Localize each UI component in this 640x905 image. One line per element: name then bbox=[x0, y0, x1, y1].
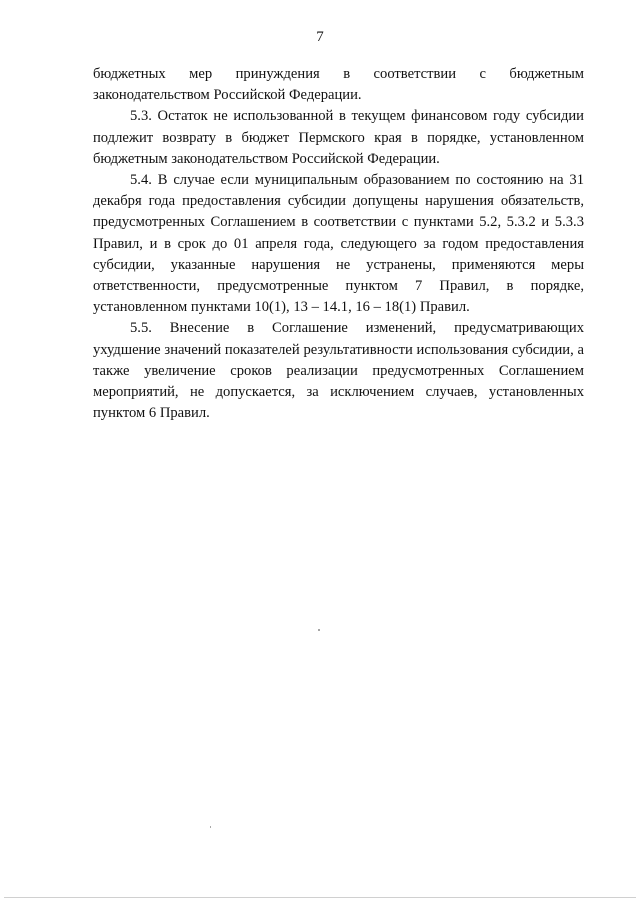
paragraph-5-5: 5.5. Внесение в Соглашение изменений, предусматривающих ухудшение значений показателей результативности использования субсидии, а также увеличение сроков реализации предусмотренных Соглашением мероприятий, не допускается, за исключением случаев, установленных пунктом 6 Правил. bbox=[93, 320, 584, 422]
scan-speck bbox=[210, 826, 211, 828]
paragraph-5-4: 5.4. В случае если муниципальным образованием по состоянию на 31 декабря года предоставления субсидии допущены нарушения обязательств, предусмотренных Соглашением в соответствии с пунктами 5.2, 5.3.2 и 5.3.3 Правил, и в срок до 01 апреля года, следующего за годом предоставления субсидии, указанные нарушения не устранены, применяются меры ответственности, предусмотренные пунктом 7 Правил, в порядке, установленном пунктами 10(1), 13 – 14.1, 16 – 18(1) Правил. bbox=[93, 172, 584, 316]
page-number: 7 bbox=[316, 29, 324, 45]
document-body bbox=[93, 64, 584, 424]
scan-edge-line bbox=[4, 897, 636, 898]
paragraph-continuation: бюджетных мер принуждения в соответствии с бюджетным законодательством Российской Федерации. bbox=[93, 66, 584, 104]
scan-speck bbox=[318, 629, 320, 631]
paragraph-5-3: 5.3. Остаток не использованной в текущем финансовом году субсидии подлежит возврату в бюджет Пермского края в порядке, установленном бюджетным законодательством Российской Федерации. bbox=[93, 108, 584, 167]
